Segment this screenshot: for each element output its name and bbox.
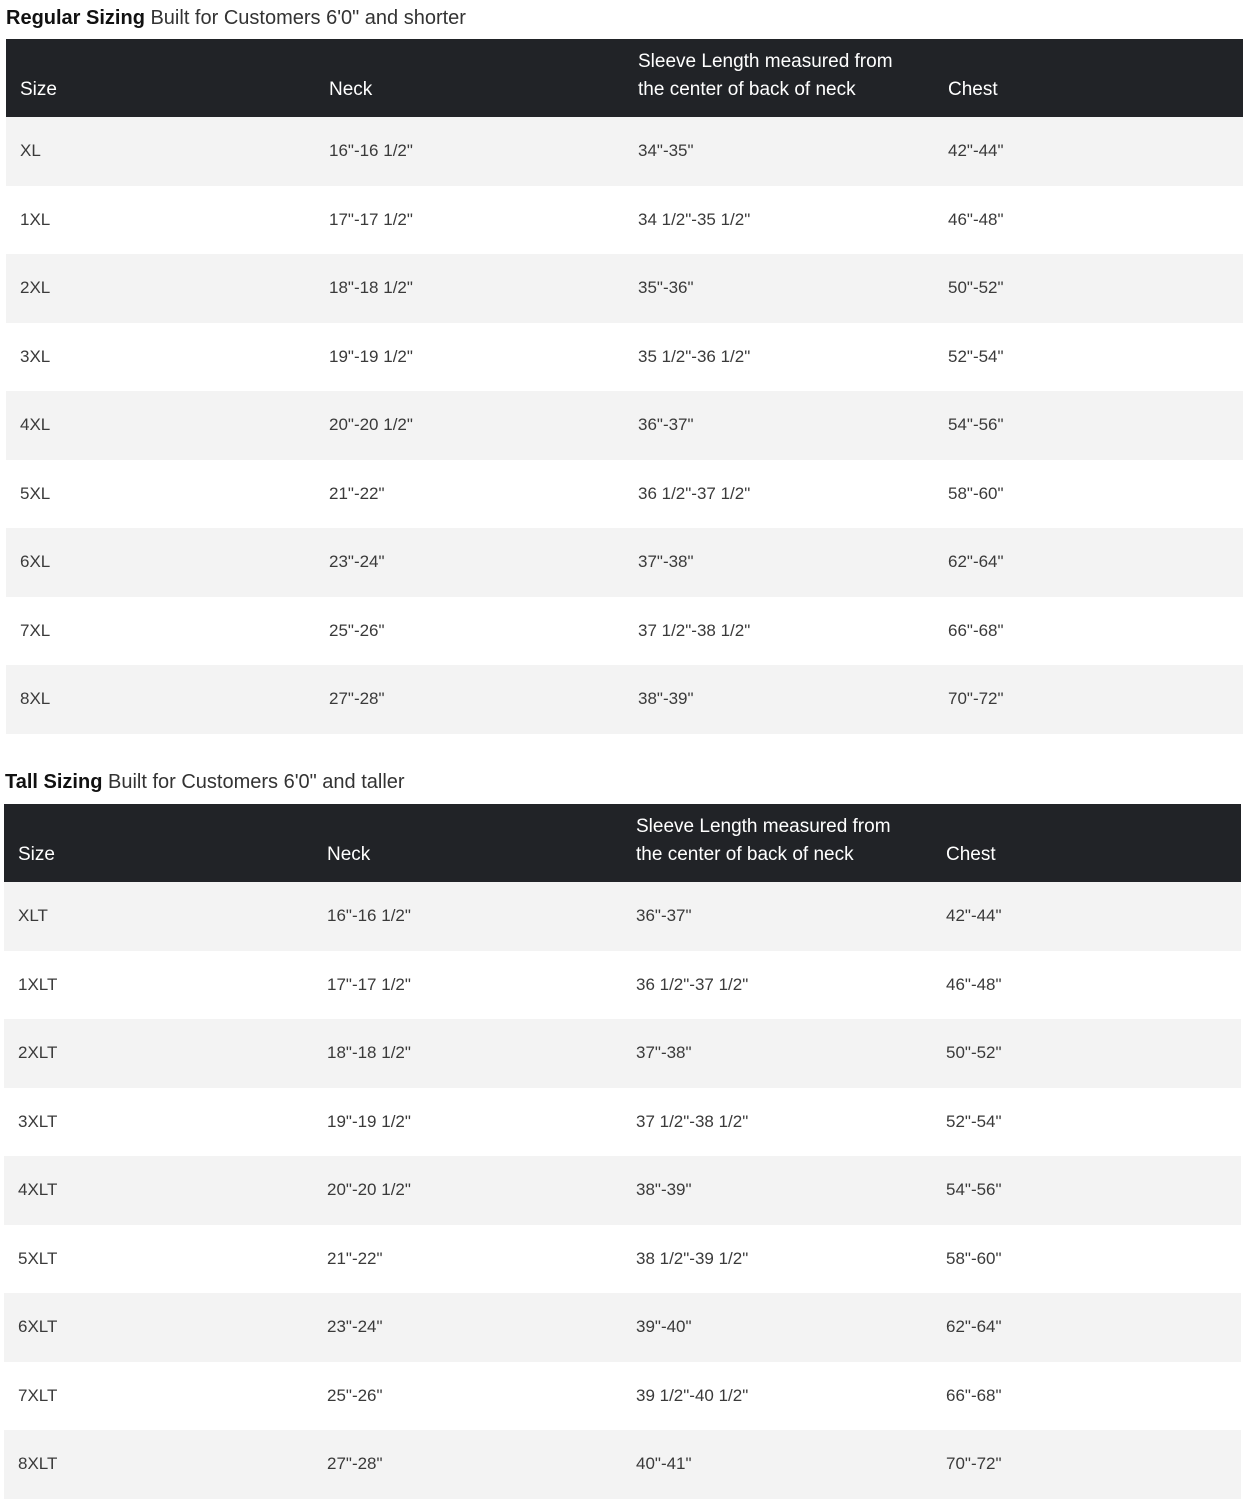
cell-size: 8XL [20, 689, 51, 709]
cell-neck: 27"-28" [327, 1454, 383, 1474]
cell-size: 6XLT [18, 1317, 58, 1337]
cell-size: 3XL [20, 346, 51, 366]
cell-neck: 21"-22" [329, 483, 385, 503]
cell-chest: 70"-72" [948, 689, 1004, 709]
cell-size: 7XL [20, 620, 51, 640]
cell-neck: 16"-16 1/2" [327, 906, 411, 926]
header-sleeve-line2: the center of back of neck [636, 844, 854, 865]
header-sleeve-line2: the center of back of neck [638, 79, 856, 100]
cell-sleeve: 40"-41" [636, 1454, 692, 1474]
table-row [4, 1225, 1241, 1294]
table-header-row [4, 804, 1241, 882]
cell-chest: 58"-60" [946, 1248, 1002, 1268]
cell-size: 2XL [20, 278, 51, 298]
table-row [6, 117, 1243, 186]
cell-chest: 50"-52" [946, 1043, 1002, 1063]
cell-chest: 54"-56" [946, 1180, 1002, 1200]
cell-neck: 23"-24" [327, 1317, 383, 1337]
regular-sizing-section [0, 0, 1247, 734]
header-size: Size [18, 844, 55, 865]
regular-size-table [6, 39, 1243, 734]
tall-sizing-title-bold: Tall Sizing [5, 771, 103, 793]
cell-sleeve: 37"-38" [638, 552, 694, 572]
regular-sizing-title-bold: Regular Sizing [6, 7, 145, 29]
cell-chest: 50"-52" [948, 278, 1004, 298]
regular-sizing-title [0, 0, 1247, 36]
table-row [6, 391, 1243, 460]
table-header-row [6, 39, 1243, 117]
cell-chest: 42"-44" [948, 141, 1004, 161]
cell-sleeve: 36"-37" [638, 415, 694, 435]
table-row [4, 882, 1241, 951]
cell-sleeve: 36"-37" [636, 906, 692, 926]
header-sleeve [624, 39, 934, 117]
cell-size: 5XLT [18, 1248, 58, 1268]
cell-neck: 20"-20 1/2" [329, 415, 413, 435]
cell-neck: 18"-18 1/2" [327, 1043, 411, 1063]
header-chest: Chest [946, 844, 996, 865]
cell-sleeve: 36 1/2"-37 1/2" [638, 483, 751, 503]
header-sleeve-line1: Sleeve Length measured from [636, 816, 891, 837]
cell-chest: 46"-48" [948, 209, 1004, 229]
cell-size: 1XL [20, 209, 51, 229]
cell-sleeve: 38"-39" [636, 1180, 692, 1200]
tall-sizing-section [0, 764, 1247, 1499]
cell-sleeve: 36 1/2"-37 1/2" [636, 974, 749, 994]
table-row [6, 254, 1243, 323]
cell-chest: 70"-72" [946, 1454, 1002, 1474]
cell-size: 6XL [20, 552, 51, 572]
cell-size: 7XLT [18, 1385, 58, 1405]
cell-sleeve: 37 1/2"-38 1/2" [636, 1111, 749, 1131]
cell-sleeve: 37 1/2"-38 1/2" [638, 620, 751, 640]
cell-neck: 19"-19 1/2" [329, 346, 413, 366]
table-row [4, 1156, 1241, 1225]
cell-chest: 58"-60" [948, 483, 1004, 503]
table-row [6, 665, 1243, 734]
cell-sleeve: 34"-35" [638, 141, 694, 161]
cell-chest: 42"-44" [946, 906, 1002, 926]
tall-sizing-title [0, 764, 1247, 800]
cell-neck: 17"-17 1/2" [329, 209, 413, 229]
cell-size: XLT [18, 906, 48, 926]
cell-neck: 19"-19 1/2" [327, 1111, 411, 1131]
table-row [6, 528, 1243, 597]
cell-neck: 18"-18 1/2" [329, 278, 413, 298]
cell-size: XL [20, 141, 41, 161]
table-row [4, 1088, 1241, 1157]
header-chest: Chest [948, 79, 998, 100]
header-neck: Neck [327, 844, 371, 865]
cell-size: 8XLT [18, 1454, 58, 1474]
header-sleeve-line1: Sleeve Length measured from [638, 51, 893, 72]
cell-sleeve: 35"-36" [638, 278, 694, 298]
cell-chest: 52"-54" [946, 1111, 1002, 1131]
table-row [6, 186, 1243, 255]
cell-neck: 25"-26" [329, 620, 385, 640]
cell-chest: 62"-64" [946, 1317, 1002, 1337]
tall-sizing-title-rest: Built for Customers 6'0" and taller [102, 771, 405, 793]
cell-chest: 54"-56" [948, 415, 1004, 435]
cell-chest: 46"-48" [946, 974, 1002, 994]
cell-size: 1XLT [18, 974, 58, 994]
table-row [4, 1019, 1241, 1088]
cell-neck: 23"-24" [329, 552, 385, 572]
table-row [6, 597, 1243, 666]
cell-size: 3XLT [18, 1111, 58, 1131]
table-row [4, 1362, 1241, 1431]
cell-neck: 27"-28" [329, 689, 385, 709]
cell-sleeve: 39 1/2"-40 1/2" [636, 1385, 749, 1405]
cell-sleeve: 38"-39" [638, 689, 694, 709]
cell-neck: 25"-26" [327, 1385, 383, 1405]
cell-size: 4XL [20, 415, 51, 435]
cell-neck: 16"-16 1/2" [329, 141, 413, 161]
cell-sleeve: 38 1/2"-39 1/2" [636, 1248, 749, 1268]
header-sleeve [622, 804, 932, 882]
cell-sleeve: 37"-38" [636, 1043, 692, 1063]
table-row [4, 1430, 1241, 1499]
header-neck: Neck [329, 79, 373, 100]
header-size: Size [20, 79, 57, 100]
cell-chest: 52"-54" [948, 346, 1004, 366]
cell-size: 5XL [20, 483, 51, 503]
cell-size: 4XLT [18, 1180, 58, 1200]
cell-chest: 62"-64" [948, 552, 1004, 572]
regular-sizing-title-rest: Built for Customers 6'0" and shorter [144, 7, 466, 29]
cell-neck: 20"-20 1/2" [327, 1180, 411, 1200]
cell-sleeve: 35 1/2"-36 1/2" [638, 346, 751, 366]
cell-sleeve: 39"-40" [636, 1317, 692, 1337]
tall-size-table [4, 804, 1241, 1499]
table-row [6, 323, 1243, 392]
table-row [4, 1293, 1241, 1362]
cell-chest: 66"-68" [948, 620, 1004, 640]
cell-sleeve: 34 1/2"-35 1/2" [638, 209, 751, 229]
cell-chest: 66"-68" [946, 1385, 1002, 1405]
cell-neck: 17"-17 1/2" [327, 974, 411, 994]
cell-neck: 21"-22" [327, 1248, 383, 1268]
cell-size: 2XLT [18, 1043, 58, 1063]
table-row [6, 460, 1243, 529]
table-row [4, 951, 1241, 1020]
